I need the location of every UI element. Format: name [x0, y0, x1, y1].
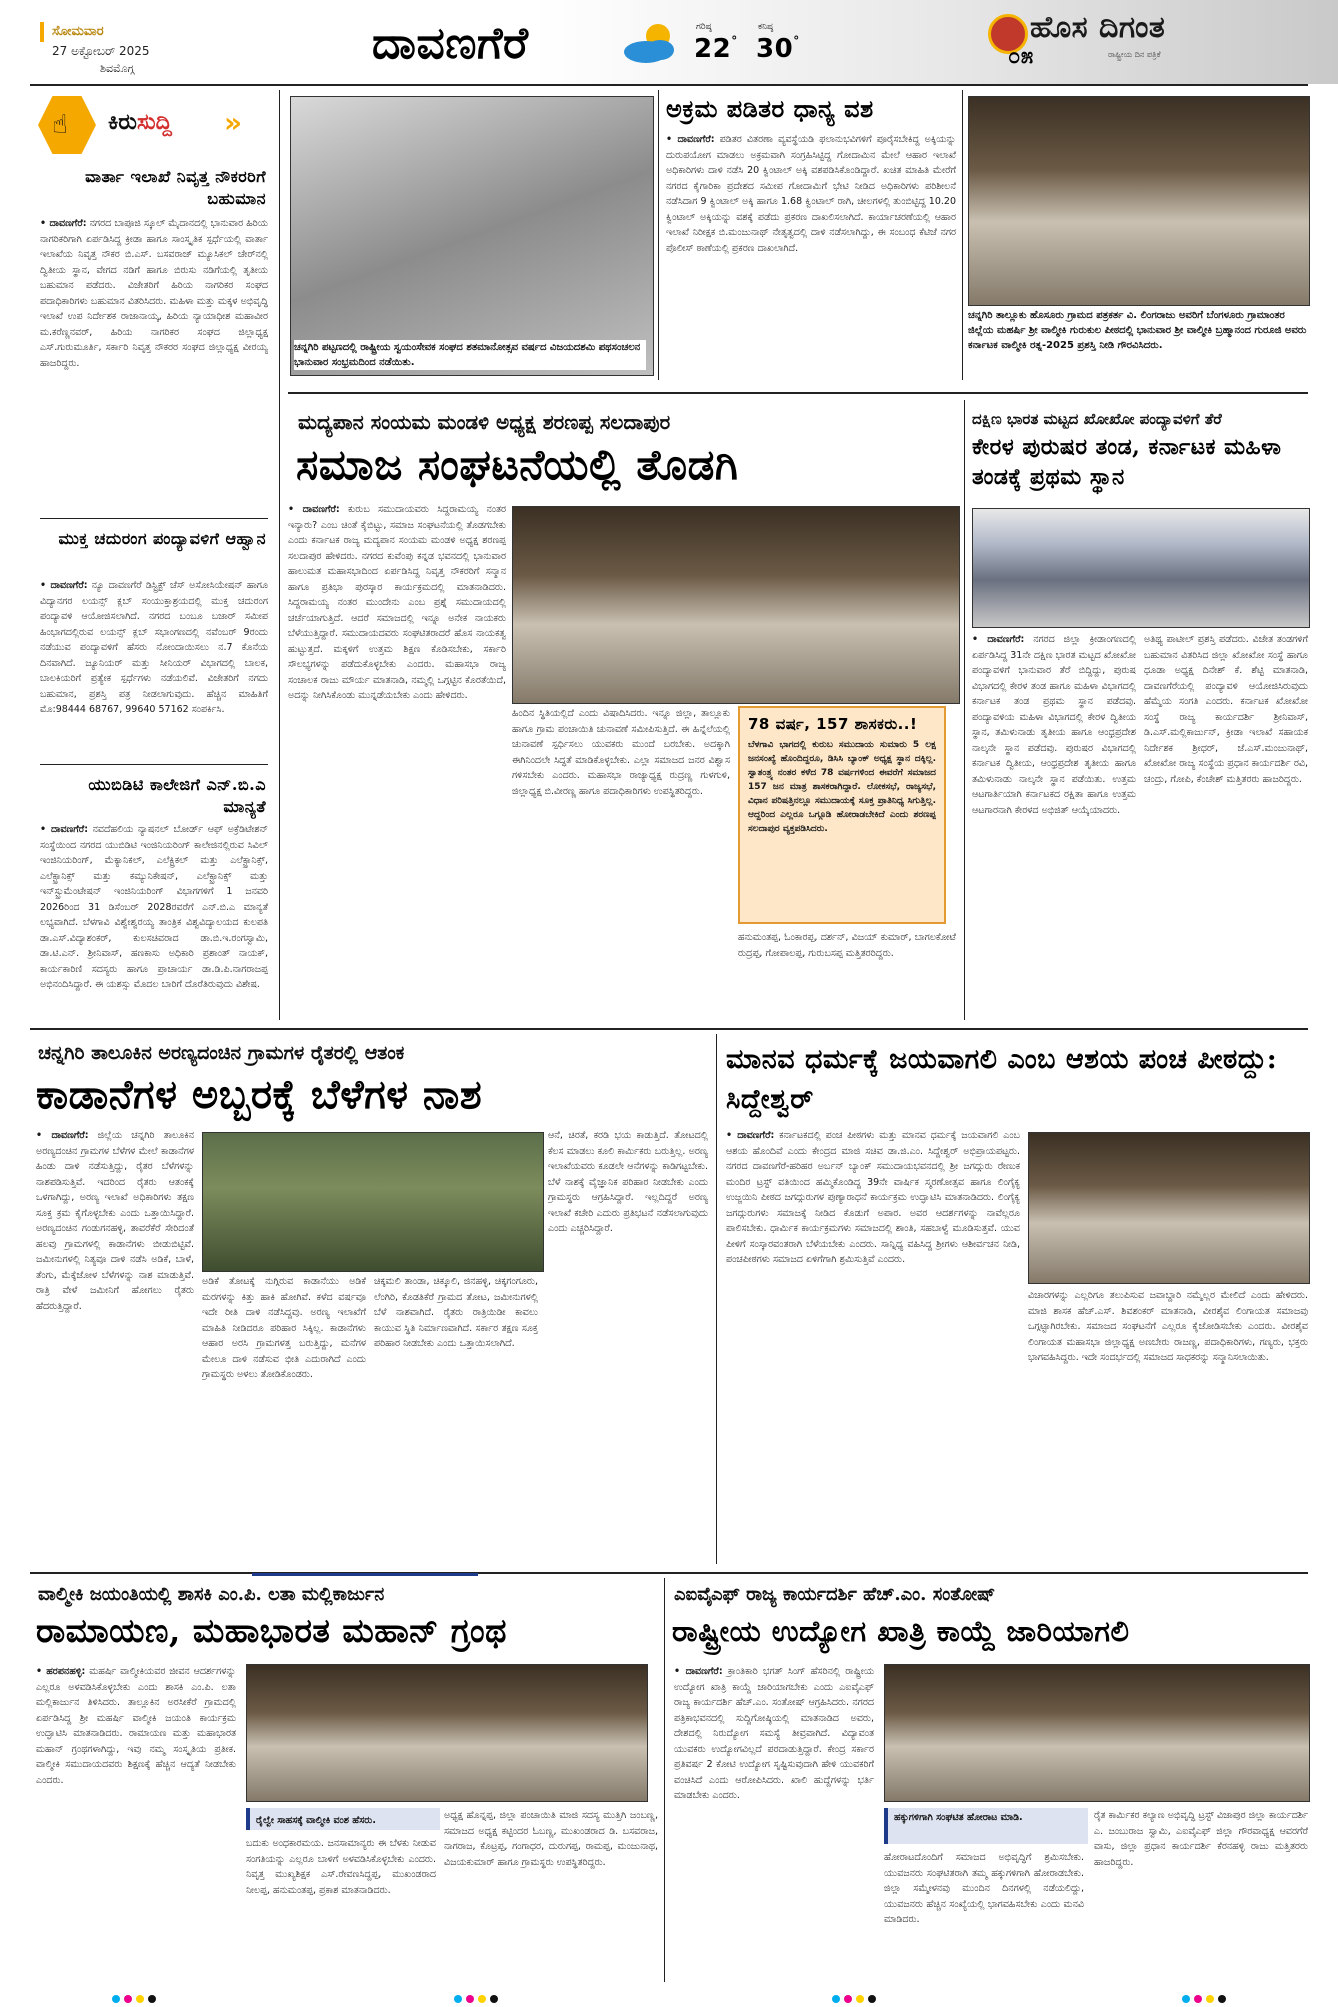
grain-title: ಅಕ್ರಮ ಪಡಿತರ ಧಾನ್ಯ ವಶ — [666, 94, 874, 123]
main-photo — [512, 506, 960, 704]
masthead-city: ಶಿವಮೊಗ್ಗ — [100, 62, 135, 75]
valmiki-col-3: ಅಧ್ಯಕ್ಷ ಹೊನ್ನಪ್ಪ, ಜಿಲ್ಲಾ ಪಂಚಾಯಿತಿ ಮಾಜಿ ಸದಸ್ಯ ಮುತ್ತಿಗಿ ಜಂಬಣ್ಣ, ಸಮಾಜದ ಅಧ್ಯಕ್ಷ ಕಟ್ಟಿಂದರ ಓಬಣ್ಣ, ಮುಖಂಡರಾದ ಡಿ. ಬಸವರಾಜ, ನಾಗರಾಜ, ಕೊಟ್ರಪ್ಪ, ಗಂಗಾಧರ, ದುರುಗಪ್ಪ, ರಾಮಪ್ಪ, ಮಂಜುನಾಥ, ವಿಜಯಕುಮಾರ್ ಹಾಗೂ ಗ್ರಾಮಸ್ಥರು ಉಪಸ್ಥಿತರಿದ್ದರು. — [444, 1810, 658, 1868]
award-caption: ಚನ್ನಗಿರಿ ತಾಲ್ಲೂಕು ಹೊಸೂರು ಗ್ರಾಮದ ಪತ್ರಕರ್ತ ವಿ. ಲಿಂಗರಾಜು ಅವರಿಗೆ ಬೆಂಗಳೂರು ಗ್ರಾಮಾಂತರ ಜಿಲ್ಲೆಯ ಮಹರ್ಷಿ ಶ್ರೀ ವಾಲ್ಮೀಕಿ ಗುರುಕುಲ ಪೀಠದಲ್ಲಿ ಭಾನುವಾರ ಶ್ರೀ ವಾಲ್ಮೀಕಿ ಬ್ರಹ್ಮಾನಂದ ಗುರೂಜಿ ಅವರು ಕರ್ನಾಟಕ ವಾಲ್ಮೀಕಿ ರತ್ನ-2025 ಪ್ರಶಸ್ತಿ ನೀಡಿ ಗೌರವಿಸಿದರು. — [968, 310, 1307, 351]
valmiki-photo — [246, 1664, 648, 1802]
valmiki-headline: ರಾಮಾಯಣ, ಮಹಾಭಾರತ ಮಹಾನ್ ಗ್ರಂಥ — [36, 1611, 507, 1650]
dharma-col-2: ವಿಚಾರಗಳನ್ನು ಎಲ್ಲರಿಗೂ ತಲುಪಿಸುವ ಜವಾಬ್ದಾರಿ ನಮ್ಮೆಲ್ಲರ ಮೇಲಿದೆ ಎಂದು ಹೇಳಿದರು. ಮಾಜಿ ಶಾಸಕ ಹೆಚ್.ಎಸ್. ಶಿವಶಂಕರ್ ಮಾತನಾಡಿ, ವೀರಶೈವ ಲಿಂಗಾಯತ ಸಮಾಜವು ಒಗ್ಗಟ್ಟಾಗಿರಬೇಕು. ಸಮಾಜದ ಸಂಘಟನೆಗೆ ಎಲ್ಲರೂ ಕೈಜೋಡಿಸಬೇಕು ಎಂದರು. ವೀರಶೈವ ಲಿಂಗಾಯತ ಮಹಾಸಭಾ ಜಿಲ್ಲಾಧ್ಯಕ್ಷ ಅಣಬೇರು ರಾಜಣ್ಣ, ಪದಾಧಿಕಾರಿಗಳು, ಗಣ್ಯರು, ಭಕ್ತರು ಭಾಗವಹಿಸಿದ್ದರು. ಇದೇ ಸಂದರ್ಭದಲ್ಲಿ ಸಮಾಜದ ಸಾಧಕರನ್ನು ಸನ್ಮಾನಿಸಲಾಯಿತು. — [1028, 1290, 1308, 1363]
main-kicker: ಮದ್ಯಪಾನ ಸಂಯಮ ಮಂಡಳಿ ಅಧ್ಯಕ್ಷ ಶರಣಪ್ಪ ಸಲದಾಪುರ — [298, 410, 671, 434]
registration-dot — [478, 1995, 486, 2003]
masthead-rule — [30, 84, 1308, 86]
info-box-body: ಬೆಳಗಾವಿ ಭಾಗದಲ್ಲಿ ಕುರುಬ ಸಮುದಾಯ ಸುಮಾರು 5 ಲಕ್ಷ ಜನಸಂಖ್ಯೆ ಹೊಂದಿದ್ದರೂ, ಡಿಸಿಸಿ ಬ್ಯಾಂಕ್ ಅಧ್ಯಕ್ಷ ಸ್ಥಾನ ದಕ್ಕಿಲ್ಲ. ಸ್ವಾತಂತ್ರ್ಯ ನಂತರ ಕಳೆದ 78 ವರ್ಷಗಳಿಂದ ಈವರೆಗೆ ಸಮಾಜದ 157 ಜನ ಮಾತ್ರ ಶಾಸಕರಾಗಿದ್ದಾರೆ. ಲೋಕಸಭೆ, ರಾಜ್ಯಸಭೆ, ವಿಧಾನ ಪರಿಷತ್ತಿನಲ್ಲೂ ಸಮುದಾಯಕ್ಕೆ ಸೂಕ್ತ ಪ್ರಾತಿನಿಧ್ಯ ಸಿಗುತ್ತಿಲ್ಲ. ಆದ್ದರಿಂದ ಎಲ್ಲರೂ ಒಗ್ಗೂಡಿ ಹೋರಾಡಬೇಕಿದೆ ಎಂದು ಶರಣಪ್ಪ ಸಲದಾಪುರ ವ್ಯಕ್ತಪಡಿಸಿದರು. — [748, 740, 936, 834]
sidebar-story-1-title: ವಾರ್ತಾ ಇಲಾಖೆ ನಿವೃತ್ತ ನೌಕರರಿಗೆ ಬಹುಮಾನ — [85, 167, 266, 208]
aiyf-kicker: ಎಐವೈಎಫ್ ರಾಜ್ಯ ಕಾರ್ಯದರ್ಶಿ ಹೆಚ್.ಎಂ. ಸಂತೋಷ್ — [674, 1584, 996, 1605]
main-headline: ಸಮಾಜ ಸಂಘಟನೆಯಲ್ಲಿ ತೊಡಗಿ — [296, 440, 739, 489]
dharma-col-1: • ದಾವಣಗೆರೆ: ಕರ್ನಾಟಕದಲ್ಲಿ ಪಂಚ ಪೀಠಗಳು ಮತ್ತು ಮಾನವ ಧರ್ಮಕ್ಕೆ ಜಯವಾಗಲಿ ಎಂಬ ಆಶಯ ಹೊಂದಿವೆ ಎಂದು ಕೇಂದ್ರದ ಮಾಜಿ ಸಚಿವ ಡಾ.ಜಿ.ಎಂ. ಸಿದ್ದೇಶ್ವರ್ ಅಭಿಪ್ರಾಯಪಟ್ಟರು. ನಗರದ ದಾವಣಗೆರೆ-ಹರಿಹರ ಅರ್ಬನ್ ಬ್ಯಾಂಕ್ ಸಮುದಾಯಭವನದಲ್ಲಿ ಶ್ರೀ ಜಗದ್ಗುರು ರೇಣುಕ ಮಂದಿರ ಟ್ರಸ್ಟ್ ವತಿಯಿಂದ ಹಮ್ಮಿಕೊಂಡಿದ್ದ 39ನೇ ವಾರ್ಷಿಕ ಸ್ಮರಣೋತ್ಸವ ಹಾಗೂ ಲಿಂಗೈಕ್ಯ ಉಜ್ಜಯಿನಿ ಪೀಠದ ಜಗದ್ಗುರುಗಳ ಪುಣ್ಯಾರಾಧನೆ ಕಾರ್ಯಕ್ರಮ ಉದ್ಘಾಟಿಸಿ ಮಾತನಾಡಿದರು. ಲಿಂಗೈಕ್ಯ ಜಗದ್ಗುರುಗಳು ಸಮಾಜಕ್ಕೆ ನೀಡಿದ ಕೊಡುಗೆ ಅಪಾರ. ಅವರ ಆದರ್ಶಗಳನ್ನು ನಾವೆಲ್ಲರೂ ಪಾಲಿಸಬೇಕು. ಧಾರ್ಮಿಕ ಕಾರ್ಯಕ್ರಮಗಳು ಸಮಾಜದಲ್ಲಿ ಶಾಂತಿ, ಸಹಬಾಳ್ವೆ ಮೂಡಿಸುತ್ತವೆ. ಯುವ ಪೀಳಿಗೆ ಸಂಸ್ಕಾರವಂತರಾಗಿ ಬೆಳೆಯಬೇಕು ಎಂದರು. ಸಾನ್ನಿಧ್ಯ ವಹಿಸಿದ್ದ ಶ್ರೀಗಳು ಆಶೀರ್ವಚನ ನೀಡಿ, ಪಂಚಪೀಠಗಳು ಸಮಾಜದ ಏಳಿಗೆಗಾಗಿ ಶ್ರಮಿಸುತ್ತಿವೆ ಎಂದರು. — [726, 1130, 1020, 1265]
aiyf-tag-text: ಹಕ್ಕುಗಳಿಗಾಗಿ ಸಂಘಟಿತ ಹೋರಾಟ ಮಾಡಿ. — [894, 1812, 1023, 1823]
dateline: • ದಾವಣಗೆರೆ: — [40, 218, 87, 229]
kirusuddi-chevrons: » — [224, 106, 243, 139]
registration-dot — [466, 1995, 474, 2003]
registration-dot — [832, 1995, 840, 2003]
elephant-col-4: ಆನೆ, ಚಿರತೆ, ಕರಡಿ ಭಯ ಕಾಡುತ್ತಿದೆ. ತೋಟದಲ್ಲಿ ಕೆಲಸ ಮಾಡಲು ಕೂಲಿ ಕಾರ್ಮಿಕರು ಬರುತ್ತಿಲ್ಲ. ಅರಣ್ಯ ಇಲಾಖೆಯವರು ಕೂಡಲೇ ಆನೆಗಳನ್ನು ಕಾಡಿಗಟ್ಟಬೇಕು. ಬೆಳೆ ನಾಶಕ್ಕೆ ವೈಜ್ಞಾನಿಕ ಪರಿಹಾರ ನೀಡಬೇಕು ಎಂದು ಗ್ರಾಮಸ್ಥರು ಆಗ್ರಹಿಸಿದ್ದಾರೆ. ಇಲ್ಲದಿದ್ದರೆ ಅರಣ್ಯ ಇಲಾಖೆ ಕಚೇರಿ ಎದುರು ಪ್ರತಿಭಟನೆ ನಡೆಸಲಾಗುವುದು ಎಂದು ಎಚ್ಚರಿಸಿದ್ದಾರೆ. — [548, 1130, 708, 1234]
valmiki-rule — [664, 1578, 665, 1982]
registration-dot — [148, 1995, 156, 2003]
dateline: • ದಾವಣಗೆರೆ: — [288, 504, 340, 515]
dateline: • ದಾವಣಗೆರೆ: — [36, 1130, 89, 1141]
registration-dot — [1194, 1995, 1202, 2003]
masthead-date: 27 ಅಕ್ಟೋಬರ್ 2025 — [52, 44, 150, 58]
kho-kicker: ದಕ್ಷಿಣ ಭಾರತ ಮಟ್ಟದ ಖೋಖೋ ಪಂದ್ಯಾವಳಿಗೆ ತೆರೆ — [972, 410, 1222, 428]
dateline: • ದಾವಣಗೆರೆ: — [40, 824, 89, 835]
top-row-rule — [288, 392, 1308, 394]
elephant-rule — [716, 1034, 717, 1564]
sidebar-divider-2 — [40, 764, 268, 765]
weather-min-label: ಕನಿಷ್ಠ — [758, 22, 774, 32]
masthead — [0, 0, 1338, 84]
weather-min-value: 30° — [756, 34, 800, 64]
registration-dot — [856, 1995, 864, 2003]
dharma-headline: ಮಾನವ ಧರ್ಮಕ್ಕೆ ಜಯವಾಗಲಿ ಎಂಬ ಆಶಯ ಪಂಚ ಪೀಠದ್ದು: ಸಿದ್ದೇಶ್ವರ್ — [726, 1044, 1278, 1115]
dateline: • ದಾವಣಗೆರೆ: — [726, 1130, 775, 1141]
weather-cloud-icon — [620, 20, 680, 66]
grain-body: • ದಾವಣಗೆರೆ: ಪಡಿತರ ವಿತರಣಾ ವ್ಯವಸ್ಥೆಯಡಿ ಫಲಾನುಭವಿಗಳಿಗೆ ಪೂರೈಸಬೇಕಿದ್ದ ಅಕ್ಕಿಯನ್ನು ದುರುಪಯೋಗ ಮಾಡಲು ಅಕ್ರಮವಾಗಿ ಸಂಗ್ರಹಿಸಿಟ್ಟಿದ್ದ ಗೋದಾಮಿನ ಮೇಲೆ ಆಹಾರ ಇಲಾಖೆ ಅಧಿಕಾರಿಗಳು ದಾಳಿ ನಡೆಸಿ 20 ಕ್ವಿಂಟಾಲ್ ಅಕ್ಕಿ ವಶಪಡಿಸಿಕೊಂಡಿದ್ದಾರೆ. ಖಚಿತ ಮಾಹಿತಿ ಮೇರೆಗೆ ನಗರದ ಕೈಗಾರಿಕಾ ಪ್ರದೇಶದ ಸಮೀಪ ಗೋದಾಮಿಗೆ ಭೇಟಿ ನೀಡಿದ ಅಧಿಕಾರಿಗಳು ಪರಿಶೀಲನೆ ನಡೆಸಿದಾಗ 9 ಕ್ವಿಂಟಾಲ್ ಅಕ್ಕಿ ಹಾಗೂ 1.68 ಕ್ವಿಂಟಾಲ್ ರಾಗಿ, ಚೀಲಗಳಲ್ಲಿ ತುಂಬಿಟ್ಟಿದ್ದ 10.20 ಕ್ವಿಂಟಾಲ್ ಅಕ್ಕಿಯನ್ನು ವಶಕ್ಕೆ ಪಡೆದು ಪ್ರಕರಣ ದಾಖಲಿಸಲಾಗಿದೆ. ಕಾರ್ಯಾಚರಣೆಯಲ್ಲಿ ಆಹಾರ ಇಲಾಖೆ ನಿರೀಕ್ಷಕ ಬಿ.ಮಂಜುನಾಥ್ ನೇತೃತ್ವದಲ್ಲಿ ದಾಳಿ ನಡೆಸಲಾಗಿದ್ದು, ಈ ಸಂಬಂಧ ಕೆಟಿಜೆ ನಗರ ಪೊಲೀಸ್ ಠಾಣೆಯಲ್ಲಿ ಪ್ರಕರಣ ದಾಖಲಾಗಿದೆ. — [666, 134, 956, 254]
dharma-photo — [1028, 1132, 1310, 1284]
paper-name: ಹೊಸ ದಿಗಂತ — [1030, 10, 1166, 45]
kho-col-1: • ದಾವಣಗೆರೆ: ನಗರದ ಜಿಲ್ಲಾ ಕ್ರೀಡಾಂಗಣದಲ್ಲಿ ಏರ್ಪಡಿಸಿದ್ದ 31ನೇ ದಕ್ಷಿಣ ಭಾರತ ಮಟ್ಟದ ಖೋಖೋ ಪಂದ್ಯಾವಳಿಗೆ ಭಾನುವಾರ ತೆರೆ ಬಿದ್ದಿದ್ದು, ಪುರುಷ ವಿಭಾಗದಲ್ಲಿ ಕೇರಳ ತಂಡ ಹಾಗೂ ಮಹಿಳಾ ವಿಭಾಗದಲ್ಲಿ ಕರ್ನಾಟಕ ತಂಡ ಪ್ರಥಮ ಸ್ಥಾನ ಪಡೆದವು. ಪಂದ್ಯಾವಳಿಯ ಮಹಿಳಾ ವಿಭಾಗದಲ್ಲಿ ಕೇರಳ ದ್ವಿತೀಯ ಸ್ಥಾನ, ತಮಿಳುನಾಡು ತೃತೀಯ ಹಾಗೂ ಆಂಧ್ರಪ್ರದೇಶ ನಾಲ್ಕನೇ ಸ್ಥಾನ ಪಡೆದವು. ಪುರುಷರ ವಿಭಾಗದಲ್ಲಿ ಕರ್ನಾಟಕ ದ್ವಿತೀಯ, ಆಂಧ್ರಪ್ರದೇಶ ತೃತೀಯ ಹಾಗೂ ತಮಿಳುನಾಡು ನಾಲ್ಕನೇ ಸ್ಥಾನ ಪಡೆಯಿತು. ಉತ್ತಮ ಆಟಗಾರ್ತಿಯಾಗಿ ಕರ್ನಾಟಕದ ರಕ್ಷಿತಾ ಹಾಗೂ ಉತ್ತಮ ಆಟಗಾರನಾಗಿ ಕೇರಳದ ಅಭಿಜಿತ್ ಆಯ್ಕೆಯಾದರು. — [972, 634, 1136, 816]
mid-row-rule — [30, 1028, 1308, 1030]
kirusuddi-label — [108, 110, 172, 135]
parade-photo — [290, 96, 654, 376]
registration-dots-left — [110, 1988, 158, 2007]
elephant-photo — [202, 1132, 544, 1272]
registration-dots-center-left — [452, 1988, 500, 2007]
mid-rule — [964, 400, 965, 1020]
sidebar-story-3-body: • ದಾವಣಗೆರೆ: ನವದೆಹಲಿಯ ನ್ಯಾಷನಲ್ ಬೋರ್ಡ್ ಆಫ್ ಅಕ್ರೆಡಿಟೇಶನ್ ಸಂಸ್ಥೆಯಿಂದ ನಗರದ ಯುಬಿಡಿಟಿ ಇಂಜಿನಿಯರಿಂಗ್ ಕಾಲೇಜಿನಲ್ಲಿರುವ ಸಿವಿಲ್ ಇಂಜಿನಿಯರಿಂಗ್, ಮೆಕ್ಯಾನಿಕಲ್, ಎಲೆಕ್ಟ್ರಿಕಲ್ ಮತ್ತು ಎಲೆಕ್ಟ್ರಾನಿಕ್ಸ್, ಎಲೆಕ್ಟ್ರಾನಿಕ್ಸ್ ಮತ್ತು ಕಮ್ಯುನಿಕೇಷನ್, ಎಲೆಕ್ಟ್ರಾನಿಕ್ಸ್ ಮತ್ತು ಇನ್‌ಸ್ಟ್ರುಮೆಂಟೇಷನ್ ಇಂಜಿನಿಯರಿಂಗ್ ವಿಭಾಗಗಳಿಗೆ 1 ಜನವರಿ 2026ರಿಂದ 31 ಡಿಸೆಂಬರ್ 2028ರವರೆಗೆ ಎನ್.ಬಿ.ಎ ಮಾನ್ಯತೆ ಲಭ್ಯವಾಗಿದೆ. ಬೆಳಗಾವಿ ವಿಶ್ವೇಶ್ವರಯ್ಯ ತಾಂತ್ರಿಕ ವಿಶ್ವವಿದ್ಯಾಲಯದ ಕುಲಪತಿ ಡಾ.ಎಸ್.ವಿದ್ಯಾಶಂಕರ್, ಕುಲಸಚಿವರಾದ ಡಾ.ಬಿ.ಇ.ರಂಗಸ್ವಾಮಿ, ಡಾ.ಟಿ.ಎನ್. ಶ್ರೀನಿವಾಸ್, ಹಣಕಾಸು ಅಧಿಕಾರಿ ಪ್ರಶಾಂತ್ ನಾಯಕ್, ಕಾರ್ಯಕಾರಿಣಿ ಸದಸ್ಯರು ಹಾಗೂ ಪ್ರಾಚಾರ್ಯ ಡಾ.ಡಿ.ಪಿ.ನಾಗರಾಜಪ್ಪ ಅಭಿನಂದಿಸಿದ್ದಾರೆ. ಈ ಯಶಸ್ಸು ಮೊದಲ ಬಾರಿಗೆ ದೊರೆತಿರುವುದು ವಿಶೇಷ. — [40, 824, 268, 990]
aiyf-headline: ರಾಷ್ಟ್ರೀಯ ಉದ್ಯೋಗ ಖಾತ್ರಿ ಕಾಯ್ದೆ ಜಾರಿಯಾಗಲಿ — [672, 1614, 1130, 1648]
award-photo — [968, 96, 1310, 306]
aiyf-photo — [884, 1664, 1310, 1802]
elephant-col-3: ಚಿಕ್ಕಮಲಿ ತಾಂಡಾ, ಚಿಕ್ಕೂಲಿ, ಜಿನಹಳ್ಳಿ, ಚಿಕ್ಕಗಂಗೂರು, ಲೆಂಗಿರಿ, ಕೊಡತಿಕೆರೆ ಗ್ರಾಮದ ತೋಟ, ಜಮೀನುಗಳಲ್ಲಿ ಬೆಳೆ ನಾಶವಾಗಿದೆ. ರೈತರು ರಾತ್ರಿಯಿಡೀ ಕಾವಲು ಕಾಯುವ ಸ್ಥಿತಿ ನಿರ್ಮಾಣವಾಗಿದೆ. ಸರ್ಕಾರ ತಕ್ಷಣ ಸೂಕ್ತ ಪರಿಹಾರ ನೀಡಬೇಕು ಎಂದು ಒತ್ತಾಯಿಸಲಾಗಿದೆ. — [374, 1276, 538, 1349]
sidebar-column-rule — [279, 90, 280, 1020]
aiyf-col-3: ರೈತ ಕಾರ್ಮಿಕರ ಕಲ್ಯಾಣ ಅಭಿವೃದ್ಧಿ ಟ್ರಸ್ಟ್ ವಿಜಾಪುರ ಜಿಲ್ಲಾ ಕಾರ್ಯದರ್ಶಿ ಎ. ಜಂಬುರಾಜ ಸ್ವಾಮಿ, ಎಐವೈಎಫ್ ಜಿಲ್ಲಾ ಗೌರವಾಧ್ಯಕ್ಷ ಆವರಗೆರೆ ವಾಸು, ಜಿಲ್ಲಾ ಪ್ರಧಾನ ಕಾರ್ಯದರ್ಶಿ ಕೆರನಹಳ್ಳಿ ರಾಜು ಮತ್ತಿತರರು ಹಾಜರಿದ್ದರು. — [1094, 1810, 1308, 1868]
main-col-2: ಹಿಂದಿನ ಸ್ಥಿತಿಯಲ್ಲಿದೆ ಎಂದು ವಿಷಾದಿಸಿದರು. ಇನ್ನೂ ಜಿಲ್ಲಾ, ತಾಲ್ಲೂಕು ಹಾಗೂ ಗ್ರಾಮ ಪಂಚಾಯಿತಿ ಚುನಾವಣೆ ಸಮೀಪಿಸುತ್ತಿದೆ. ಈ ಹಿನ್ನೆಲೆಯಲ್ಲಿ ಚುನಾವಣೆ ಸ್ಪರ್ಧಿಸಲು ಯುವಕರು ಮುಂದೆ ಬರಬೇಕು. ಅದಕ್ಕಾಗಿ ಈಗಿನಿಂದಲೇ ಸಿದ್ಧತೆ ಮಾಡಿಕೊಳ್ಳಬೇಕು. ಎಲ್ಲಾ ಸಮಾಜದ ಜನರ ವಿಶ್ವಾಸ ಗಳಿಸಬೇಕು ಎಂದರು. ಮಹಾಸಭಾ ರಾಜ್ಯಾಧ್ಯಕ್ಷ ರುದ್ರಣ್ಣ ಗುಳಗುಳಿ, ಜಿಲ್ಲಾಧ್ಯಕ್ಷ ಬಿ.ವೀರಣ್ಣ ಹಾಗೂ ಪದಾಧಿಕಾರಿಗಳು ಉಪಸ್ಥಿತರಿದ್ದರು. — [512, 708, 730, 797]
registration-dot — [490, 1995, 498, 2003]
weather-max-label: ಗರಿಷ್ಠ — [696, 22, 712, 32]
registration-dot — [1206, 1995, 1214, 2003]
dateline: • ದಾವಣಗೆರೆ: — [40, 580, 88, 591]
aiyf-col-1: • ದಾವಣಗೆರೆ: ಕ್ರಾಂತಿಕಾರಿ ಭಗತ್ ಸಿಂಗ್ ಹೆಸರಿನಲ್ಲಿ ರಾಷ್ಟ್ರೀಯ ಉದ್ಯೋಗ ಖಾತ್ರಿ ಕಾಯ್ದೆ ಜಾರಿಯಾಗಬೇಕು ಎಂದು ಎಐವೈಎಫ್ ರಾಜ್ಯ ಕಾರ್ಯದರ್ಶಿ ಹೆಚ್.ಎಂ. ಸಂತೋಷ್ ಆಗ್ರಹಿಸಿದರು. ನಗರದ ಪತ್ರಿಕಾಭವನದಲ್ಲಿ ಸುದ್ದಿಗೋಷ್ಠಿಯಲ್ಲಿ ಮಾತನಾಡಿದ ಅವರು, ದೇಶದಲ್ಲಿ ನಿರುದ್ಯೋಗ ಸಮಸ್ಯೆ ತೀವ್ರವಾಗಿದೆ. ವಿದ್ಯಾವಂತ ಯುವಕರು ಉದ್ಯೋಗವಿಲ್ಲದೆ ಪರದಾಡುತ್ತಿದ್ದಾರೆ. ಕೇಂದ್ರ ಸರ್ಕಾರ ಪ್ರತಿವರ್ಷ 2 ಕೋಟಿ ಉದ್ಯೋಗ ಸೃಷ್ಟಿಸುವುದಾಗಿ ಹೇಳಿ ಯುವಕರಿಗೆ ವಂಚಿಸಿದೆ ಎಂದು ಆರೋಪಿಸಿದರು. ಖಾಲಿ ಹುದ್ದೆಗಳನ್ನು ಭರ್ತಿ ಮಾಡಬೇಕು ಎಂದರು. — [674, 1666, 874, 1801]
bottom-rule-accent — [252, 1573, 478, 1576]
weather-max-value: 22° — [694, 34, 738, 64]
bottom-row-rule — [30, 1572, 1308, 1574]
elephant-headline: ಕಾಡಾನೆಗಳ ಅಬ್ಬರಕ್ಕೆ ಬೆಳೆಗಳ ನಾಶ — [36, 1071, 483, 1118]
registration-dot — [112, 1995, 120, 2003]
valmiki-notice — [246, 1808, 440, 1830]
registration-dot — [136, 1995, 144, 2003]
valmiki-notice-text: ರೈಲ್ವೇ ಸಾಹಸಕ್ಕೆ ವಾಲ್ಮೀಕಿ ವಂಶ ಹೆಸರು. — [256, 1815, 376, 1826]
page-number: ೦೫ — [1008, 44, 1034, 69]
masthead-accent-bar — [40, 22, 44, 42]
registration-dot — [844, 1995, 852, 2003]
sidebar-divider-1 — [40, 518, 268, 519]
valmiki-col-2: ಬದುಕು ಅಂಧಕಾರಮಯ. ಜನಸಾಮಾನ್ಯರು ಈ ಬೆಳಕು ನೀಡುವ ಸಂಗತಿಯನ್ನು ಎಲ್ಲರೂ ಬಾಳಿಗೆ ಅಳವಡಿಸಿಕೊಳ್ಳಬೇಕು ಎಂದರು. ನಿವೃತ್ತ ಮುಖ್ಯಶಿಕ್ಷಕ ಎಸ್.ರೇವಣಸಿದ್ದಪ್ಪ, ಮುಖಂಡರಾದ ನೀಲಪ್ಪ, ಹನುಮಂತಪ್ಪ, ಪ್ರಕಾಶ ಮಾತನಾಡಿದರು. — [246, 1838, 436, 1896]
registration-dot — [1218, 1995, 1226, 2003]
info-box-title: 78 ವರ್ಷ, 157 ಶಾಸಕರು..! — [748, 715, 918, 733]
pointing-hand-icon: ☝ — [52, 110, 68, 140]
elephant-col-2: ಅಡಿಕೆ ತೋಟಕ್ಕೆ ನುಗ್ಗಿರುವ ಕಾಡಾನೆಯು ಅಡಿಕೆ ಮರಗಳನ್ನು ಕಿತ್ತು ಹಾಕಿ ಹೋಗಿವೆ. ಕಳೆದ ವರ್ಷವೂ ಇದೇ ರೀತಿ ದಾಳಿ ನಡೆಸಿದ್ದವು. ಅರಣ್ಯ ಇಲಾಖೆಗೆ ಮಾಹಿತಿ ನೀಡಿದರೂ ಪರಿಹಾರ ಸಿಕ್ಕಿಲ್ಲ. ಕಾಡಾನೆಗಳು ಆಹಾರ ಅರಸಿ ಗ್ರಾಮಗಳತ್ತ ಬರುತ್ತಿದ್ದು, ಮನೆಗಳ ಮೇಲೂ ದಾಳಿ ನಡೆಸುವ ಭೀತಿ ಎದುರಾಗಿದೆ ಎಂದು ಗ್ರಾಮಸ್ಥರು ಅಳಲು ತೋಡಿಕೊಂಡರು. — [202, 1276, 366, 1380]
info-box — [738, 706, 946, 924]
masthead-day: ಸೋಮವಾರ — [52, 24, 104, 39]
aiyf-tag — [884, 1808, 1088, 1844]
kho-photo — [972, 508, 1310, 628]
elephant-col-1: • ದಾವಣಗೆರೆ: ಜಿಲ್ಲೆಯ ಚನ್ನಗಿರಿ ತಾಲೂಕಿನ ಅರಣ್ಯದಂಚಿನ ಗ್ರಾಮಗಳ ಬೆಳೆಗಳ ಮೇಲೆ ಕಾಡಾನೆಗಳ ಹಿಂಡು ದಾಳಿ ನಡೆಸುತ್ತಿದ್ದು, ರೈತರ ಬೆಳೆಗಳನ್ನು ನಾಶಪಡಿಸುತ್ತಿವೆ. ಇದರಿಂದ ರೈತರು ಆತಂಕಕ್ಕೆ ಒಳಗಾಗಿದ್ದು, ಅರಣ್ಯ ಇಲಾಖೆ ಅಧಿಕಾರಿಗಳು ತಕ್ಷಣ ಸೂಕ್ತ ಕ್ರಮ ಕೈಗೊಳ್ಳಬೇಕು ಎಂದು ಒತ್ತಾಯಿಸಿದ್ದಾರೆ. ಅರಣ್ಯದಂಚಿನ ಗಂಡುಗನಹಳ್ಳಿ, ತಾವರೆಕೆರೆ ಸೇರಿದಂತೆ ಹಲವು ಗ್ರಾಮಗಳಲ್ಲಿ ಕಾಡಾನೆಗಳು ಬೀಡುಬಿಟ್ಟಿವೆ. ಜಮೀನುಗಳಲ್ಲಿ ನಿತ್ಯವೂ ದಾಳಿ ನಡೆಸಿ ಅಡಿಕೆ, ಬಾಳೆ, ತೆಂಗು, ಮೆಕ್ಕೆಜೋಳ ಬೆಳೆಗಳನ್ನು ನಾಶ ಮಾಡುತ್ತಿವೆ. ರಾತ್ರಿ ವೇಳೆ ಜಮೀನಿಗೆ ಹೋಗಲು ರೈತರು ಹೆದರುತ್ತಿದ್ದಾರೆ. — [36, 1130, 194, 1312]
valmiki-kicker: ವಾಲ್ಮೀಕಿ ಜಯಂತಿಯಲ್ಲಿ ಶಾಸಕಿ ಎಂ.ಪಿ. ಲತಾ ಮಲ್ಲಿಕಾರ್ಜುನ — [38, 1584, 385, 1605]
kirusuddi-label-b: ಸುದ್ದಿ — [136, 110, 172, 135]
registration-dots-center-right — [830, 1988, 878, 2007]
edition-name: ದಾವಣಗೆರೆ — [372, 18, 529, 69]
registration-dot — [868, 1995, 876, 2003]
aiyf-col-2: ಹೋರಾಟದೊಂದಿಗೆ ಸಮಾಜದ ಅಭಿವೃದ್ಧಿಗೆ ಶ್ರಮಿಸಬೇಕು. ಯುವಜನರು ಸಂಘಟಿತರಾಗಿ ತಮ್ಮ ಹಕ್ಕುಗಳಿಗಾಗಿ ಹೋರಾಡಬೇಕು. ಜಿಲ್ಲಾ ಸಮ್ಮೇಳನವು ಮುಂದಿನ ದಿನಗಳಲ್ಲಿ ನಡೆಯಲಿದ್ದು, ಯುವಜನರು ಹೆಚ್ಚಿನ ಸಂಖ್ಯೆಯಲ್ಲಿ ಭಾಗವಹಿಸಬೇಕು ಎಂದು ಮನವಿ ಮಾಡಿದರು. — [884, 1852, 1084, 1925]
top-rule-1 — [658, 90, 659, 380]
sidebar-story-2-title: ಮುಕ್ತ ಚದುರಂಗ ಪಂದ್ಯಾವಳಿಗೆ ಆಹ್ವಾನ — [58, 529, 266, 548]
registration-dots-right — [1180, 1988, 1228, 2007]
elephant-kicker: ಚನ್ನಗಿರಿ ತಾಲೂಕಿನ ಅರಣ್ಯದಂಚಿನ ಗ್ರಾಮಗಳ ರೈತರಲ್ಲಿ ಆತಂಕ — [38, 1042, 405, 1064]
kirusuddi-badge — [38, 96, 263, 158]
dateline: • ದಾವಣಗೆರೆ: — [674, 1666, 723, 1677]
dateline: • ದಾವಣಗೆರೆ: — [666, 134, 715, 145]
dateline: • ದಾವಣಗೆರೆ: — [972, 634, 1025, 645]
main-col-3: ಹನುಮಂತಪ್ಪ, ಓಂಕಾರಪ್ಪ, ದರ್ಶನ್, ವಿಜಯ್ ಕುಮಾರ್, ಬಾಗಲಕೋಟೆ ರುದ್ರಪ್ಪ, ಗೋಪಾಲಪ್ಪ, ಗುರುಬಸಪ್ಪ ಮತ್ತಿತರರಿದ್ದರು. — [738, 932, 956, 959]
sidebar-story-1-body: • ದಾವಣಗೆರೆ: ನಗರದ ಬಾಪೂಜಿ ಸ್ಕೂಲ್ ಮೈದಾನದಲ್ಲಿ ಭಾನುವಾರ ಹಿರಿಯ ನಾಗರಿಕರಿಗಾಗಿ ಏರ್ಪಡಿಸಿದ್ದ ಕ್ರೀಡಾ ಹಾಗೂ ಸಾಂಸ್ಕೃತಿಕ ಸ್ಪರ್ಧೆಯಲ್ಲಿ ವಾರ್ತಾ ಇಲಾಖೆಯ ನಿವೃತ್ತ ನೌಕರ ಬಿ.ಎಸ್. ಬಸವರಾಜ್ ಮ್ಯೂಸಿಕಲ್ ಚೇರ್‌ನಲ್ಲಿ ದ್ವಿತೀಯ ಸ್ಥಾನ, ವೇಗದ ನಡಿಗೆ ಹಾಗೂ ಬಿರುಸು ನಡಿಗೆಯಲ್ಲಿ ತೃತೀಯ ಬಹುಮಾನ ಪಡೆದರು. ವಿಜೇತರಿಗೆ ಹಿರಿಯ ನಾಗರಿಕರ ಸಂಘದ ಪದಾಧಿಕಾರಿಗಳು ಬಹುಮಾನ ವಿತರಿಸಿದರು. ಮಹಿಳಾ ಮತ್ತು ಮಕ್ಕಳ ಅಭಿವೃದ್ಧಿ ಇಲಾಖೆ ಉಪ ನಿರ್ದೇಶಕ ರಾಜಾನಾಯ್ಕ, ಹಿರಿಯ ನ್ಯಾಯಾಧೀಶ ಮಹಾವೀರ ಮ.ಕರೆಣ್ಣನವರ್, ಹಿರಿಯ ನಾಗರಿಕರ ಸಂಘದ ಜಿಲ್ಲಾಧ್ಯಕ್ಷ ಎಸ್.ಗುರುಮೂರ್ತಿ, ಸರ್ಕಾರಿ ನಿವೃತ್ತ ನೌಕರರ ಸಂಘದ ಜಿಲ್ಲಾಧ್ಯಕ್ಷ ವೀರಯ್ಯ ಹಾಜರಿದ್ದರು. — [40, 218, 268, 369]
dateline: • ಹರಪನಹಳ್ಳಿ: — [36, 1666, 86, 1677]
registration-dot — [1182, 1995, 1190, 2003]
top-rule-2 — [962, 90, 963, 380]
kirusuddi-label-a: ಕಿರು — [108, 110, 137, 135]
main-col-1: • ದಾವಣಗೆರೆ: ಕುರುಬ ಸಮುದಾಯವರು ಸಿದ್ದರಾಮಯ್ಯ ನಂತರ ಇನ್ಯಾರು? ಎಂಬ ಚಿಂತೆ ಕೈಬಿಟ್ಟು, ಸಮಾಜ ಸಂಘಟನೆಯಲ್ಲಿ ತೊಡಗಬೇಕು ಎಂದು ಕರ್ನಾಟಕ ರಾಜ್ಯ ಮದ್ಯಪಾನ ಸಂಯಮ ಮಂಡಳಿ ಅಧ್ಯಕ್ಷ ಶರಣಪ್ಪ ಸಲದಾಪುರ ಹೇಳಿದರು. ನಗರದ ಕುವೆಂಪು ಕನ್ನಡ ಭವನದಲ್ಲಿ ಭಾನುವಾರ ಹಾಲುಮತ ಮಹಾಸಭಾದಿಂದ ಏರ್ಪಡಿಸಿದ್ದ ನಿವೃತ್ತ ನೌಕರರಿಗೆ ಸನ್ಮಾನ ಹಾಗೂ ಪ್ರತಿಭಾ ಪುರಸ್ಕಾರ ಕಾರ್ಯಕ್ರಮದಲ್ಲಿ ಮಾತನಾಡಿದರು. ಸಿದ್ದರಾಮಯ್ಯ ನಂತರ ಮುಂದೇನು ಎಂಬ ಪ್ರಶ್ನೆ ಸಮುದಾಯದಲ್ಲಿ ಚರ್ಚೆಯಾಗುತ್ತಿದೆ. ಆದರೆ ಸಮಾಜದಲ್ಲಿ ಇನ್ನೂ ಅನೇಕ ನಾಯಕರು ಬೆಳೆಯುತ್ತಿದ್ದಾರೆ. ಸಮುದಾಯದವರು ಸಂಘಟಿತರಾದರೆ ಹೊಸ ನಾಯಕತ್ವ ಹುಟ್ಟುತ್ತದೆ. ಮಕ್ಕಳಿಗೆ ಉತ್ತಮ ಶಿಕ್ಷಣ ಕೊಡಿಸಬೇಕು, ಸರ್ಕಾರಿ ಸೌಲಭ್ಯಗಳನ್ನು ಪಡೆದುಕೊಳ್ಳಬೇಕು ಎಂದರು. ಮಹಾಸಭಾ ರಾಜ್ಯ ಸಂಚಾಲಕ ರಾಜು ಮೌರ್ಯ ಮಾತನಾಡಿ, ನಮ್ಮಲ್ಲಿ ಒಗ್ಗಟ್ಟಿನ ಕೊರತೆಯಿದೆ, ಅದನ್ನು ನೀಗಿಸಿಕೊಂಡು ಮುನ್ನಡೆಯಬೇಕು ಎಂದು ಹೇಳಿದರು. — [288, 504, 506, 701]
kho-headline: ಕೇರಳ ಪುರುಷರ ತಂಡ, ಕರ್ನಾಟಕ ಮಹಿಳಾ ತಂಡಕ್ಕೆ ಪ್ರಥಮ ಸ್ಥಾನ — [972, 434, 1282, 490]
paper-tagline: ರಾಷ್ಟ್ರೀಯ ದಿನ ಪತ್ರಿಕೆ — [1108, 50, 1161, 59]
registration-dot — [124, 1995, 132, 2003]
kho-col-2: ಅತಿಥ್ಯ ಪಾಟೀಲ್ ಪ್ರಶಸ್ತಿ ಪಡೆದರು. ವಿಜೇತ ತಂಡಗಳಿಗೆ ಬಹುಮಾನ ವಿತರಿಸಿದ ಜಿಲ್ಲಾ ಖೋಖೋ ಸಂಸ್ಥೆ ಹಾಗೂ ಧೂಡಾ ಅಧ್ಯಕ್ಷ ದಿನೇಶ್ ಕೆ. ಶೆಟ್ಟಿ ಮಾತನಾಡಿ, ದಾವಣಗೆರೆಯಲ್ಲಿ ಪಂದ್ಯಾವಳಿ ಆಯೋಜಿಸಿರುವುದು ಹೆಮ್ಮೆಯ ಸಂಗತಿ ಎಂದರು. ಕರ್ನಾಟಕ ಖೋಖೋ ಸಂಸ್ಥೆ ರಾಜ್ಯ ಕಾರ್ಯದರ್ಶಿ ಶ್ರೀನಿವಾಸ್, ಡಿ.ಎಸ್.ಮಲ್ಲಿಕಾರ್ಜುನ್, ಕ್ರೀಡಾ ಇಲಾಖೆ ಸಹಾಯಕ ನಿರ್ದೇಶಕ ಶ್ರೀಧರ್, ಜೆ.ಎಸ್.ಮಂಜುನಾಥ್, ಖೋಖೋ ರಾಜ್ಯ ಸಂಸ್ಥೆಯ ಪ್ರಧಾನ ಕಾರ್ಯದರ್ಶಿ ರವಿ, ಚಂದ್ರು, ಗೋಪಿ, ಕೆಂಚೇಶ್ ಮತ್ತಿತರರು ಹಾಜರಿದ್ದರು. — [1144, 634, 1308, 785]
sidebar-story-3-title: ಯುಬಿಡಿಟಿ ಕಾಲೇಜಿಗೆ ಎನ್.ಬಿ.ಎ ಮಾನ್ಯತೆ — [88, 775, 266, 816]
valmiki-col-1: • ಹರಪನಹಳ್ಳಿ: ಮಹರ್ಷಿ ವಾಲ್ಮೀಕಿಯವರ ಜೀವನ ಆದರ್ಶಗಳನ್ನು ಎಲ್ಲರೂ ಅಳವಡಿಸಿಕೊಳ್ಳಬೇಕು ಎಂದು ಶಾಸಕಿ ಎಂ.ಪಿ. ಲತಾ ಮಲ್ಲಿಕಾರ್ಜುನ ತಿಳಿಸಿದರು. ತಾಲ್ಲೂಕಿನ ಅರಸೀಕೆರೆ ಗ್ರಾಮದಲ್ಲಿ ಏರ್ಪಡಿಸಿದ್ದ ಶ್ರೀ ಮಹರ್ಷಿ ವಾಲ್ಮೀಕಿ ಜಯಂತಿ ಕಾರ್ಯಕ್ರಮ ಉದ್ಘಾಟಿಸಿ ಮಾತನಾಡಿದರು. ರಾಮಾಯಣ ಮತ್ತು ಮಹಾಭಾರತ ಮಹಾನ್ ಗ್ರಂಥಗಳಾಗಿದ್ದು, ಇವು ನಮ್ಮ ಸಂಸ್ಕೃತಿಯ ಪ್ರತೀಕ. ವಾಲ್ಮೀಕಿ ಸಮುದಾಯದವರು ಶಿಕ್ಷಣಕ್ಕೆ ಹೆಚ್ಚಿನ ಆದ್ಯತೆ ನೀಡಬೇಕು ಎಂದರು. — [36, 1666, 236, 1786]
registration-dot — [454, 1995, 462, 2003]
sidebar-story-2-body: • ದಾವಣಗೆರೆ: ನ್ಯೂ ದಾವಣಗೆರೆ ಡಿಸ್ಟ್ರಿಕ್ಟ್ ಚೆಸ್ ಅಸೋಸಿಯೇಷನ್ ಹಾಗೂ ವಿದ್ಯಾನಗರ ಲಯನ್ಸ್ ಕ್ಲಬ್ ಸಂಯುಕ್ತಾಶ್ರಯದಲ್ಲಿ ಮುಕ್ತ ಚದುರಂಗ ಪಂದ್ಯಾವಳಿ ಆಯೋಜಿಸಲಾಗಿದೆ. ನಗರದ ಬಂಬೂ ಬಜಾರ್ ಸಮೀಪ ಹಿಂಭಾಗದಲ್ಲಿರುವ ಲಯನ್ಸ್ ಕ್ಲಬ್ ಸಭಾಂಗಣದಲ್ಲಿ ನವೆಂಬರ್ 9ರಂದು ನಡೆಯುವ ಪಂದ್ಯಾವಳಿಗೆ ಹೆಸರು ನೋಂದಾಯಿಸಲು ನ.7 ಕೊನೆಯ ದಿನವಾಗಿದೆ. ಜ್ಯೂನಿಯರ್ ಮತ್ತು ಸೀನಿಯರ್ ವಿಭಾಗದಲ್ಲಿ ಬಾಲಕ, ಬಾಲಕಿಯರಿಗೆ ಪ್ರತ್ಯೇಕ ಸ್ಪರ್ಧೆಗಳು ನಡೆಯಲಿವೆ. ವಿಜೇತರಿಗೆ ನಗದು ಬಹುಮಾನ, ಪ್ರಶಸ್ತಿ ಪತ್ರ ನೀಡಲಾಗುವುದು. ಹೆಚ್ಚಿನ ಮಾಹಿತಿಗೆ ಮೊ:98444 68767, 99640 57162 ಸಂಪರ್ಕಿಸಿ. — [40, 580, 268, 715]
parade-caption: ಚನ್ನಗಿರಿ ಪಟ್ಟಣದಲ್ಲಿ ರಾಷ್ಟ್ರೀಯ ಸ್ವಯಂಸೇವಕ ಸಂಘದ ಶತಮಾನೋತ್ಸವ ವರ್ಷದ ವಿಜಯದಶಮಿ ಪಥಸಂಚಲನ ಭಾನುವಾರ ಸಂಭ್ರಮದಿಂದ ನಡೆಯಿತು. — [294, 340, 646, 370]
